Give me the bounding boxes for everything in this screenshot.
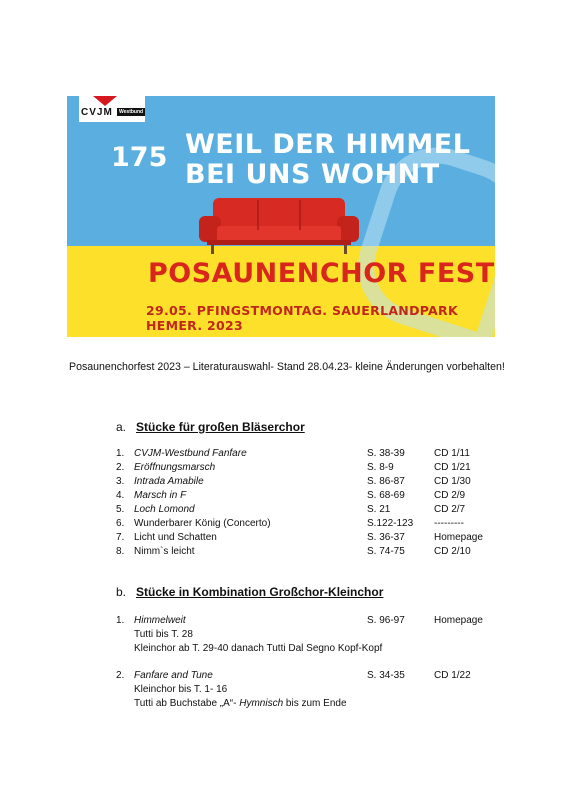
- item-title: Wunderbarer König (Concerto): [134, 518, 271, 529]
- headline-line-1: WEIL DER HIMMEL: [185, 129, 471, 160]
- intro-text: Posaunenchorfest 2023 – Literaturauswahl- Stand 28.04.23- kleine Änderungen vorbehalten!: [69, 361, 505, 373]
- item-page: S. 8-9: [367, 462, 394, 473]
- item-cd: CD 1/11: [434, 448, 470, 459]
- item-number: 1.: [116, 615, 125, 626]
- item-title: Loch Lomond: [134, 504, 195, 515]
- item-page: S. 38-39: [367, 448, 405, 459]
- item-number: 6.: [116, 518, 125, 529]
- logo-subtext: Westbund: [119, 109, 144, 115]
- list-item: [116, 670, 516, 684]
- list-item: [116, 546, 516, 560]
- list-item: [116, 615, 516, 629]
- item-number: 2.: [116, 462, 125, 473]
- item-cd: CD 1/22: [434, 670, 471, 681]
- item-note: Tutti bis T. 28: [134, 629, 193, 640]
- item-cd: CD 2/7: [434, 504, 466, 515]
- cvjm-logo: [79, 96, 145, 122]
- item-number: 3.: [116, 476, 125, 487]
- item-page: S. 68-69: [367, 490, 405, 501]
- section-b-heading: [116, 585, 383, 599]
- item-cd: CD 1/30: [434, 476, 471, 487]
- fest-title: POSAUNENCHOR FEST: [148, 258, 495, 289]
- list-item: [116, 462, 516, 476]
- fest-subtitle: 29.05. PFINGSTMONTAG. SAUERLANDPARK HEMER. 2023: [146, 303, 458, 333]
- note-text-italic: Hymnisch: [239, 698, 284, 709]
- item-cd: ---------: [434, 518, 464, 529]
- logo-text: CVJM: [81, 107, 113, 118]
- list-item: [116, 448, 516, 462]
- item-title: Licht und Schatten: [134, 532, 217, 543]
- item-title: Eröffnungsmarsch: [134, 462, 216, 473]
- item-title: Himmelweit: [134, 615, 186, 626]
- item-cd: CD 1/21: [434, 462, 471, 473]
- item-cd: Homepage: [434, 615, 483, 626]
- item-number: 8.: [116, 546, 125, 557]
- item-title: Nimm`s leicht: [134, 546, 195, 557]
- section-b-title: Stücke in Kombination Großchor-Kleinchor: [136, 585, 384, 599]
- item-title: CVJM-Westbund Fanfare: [134, 448, 247, 459]
- banner-headline: [185, 130, 485, 190]
- list-item: [116, 532, 516, 546]
- item-number: 1.: [116, 448, 125, 459]
- item-page: S. 96-97: [367, 615, 405, 626]
- item-page: S. 74-75: [367, 546, 405, 557]
- section-b-letter: b.: [116, 585, 127, 599]
- item-page: S. 86-87: [367, 476, 405, 487]
- item-cd: CD 2/9: [434, 490, 466, 501]
- item-page: S. 21: [367, 504, 391, 515]
- item-note: Kleinchor ab T. 29-40 danach Tutti Dal Segno Kopf-Kopf: [134, 643, 383, 654]
- list-item: [116, 504, 516, 518]
- item-number: 7.: [116, 532, 125, 543]
- section-a-title: Stücke für großen Bläserchor: [136, 420, 305, 434]
- red-sofa-icon: [199, 194, 359, 256]
- item-title: Marsch in F: [134, 490, 187, 501]
- section-a-heading: [116, 420, 305, 434]
- headline-line-2: BEI UNS WOHNT: [185, 159, 440, 190]
- note-text-before: Tutti ab Buchstabe „A“-: [134, 698, 240, 709]
- item-note: Kleinchor bis T. 1- 16: [134, 684, 228, 695]
- list-item: [116, 490, 516, 504]
- item-title: Intrada Amabile: [134, 476, 204, 487]
- anniversary-number: 175: [111, 142, 168, 173]
- event-banner: [67, 96, 495, 337]
- list-item: [116, 476, 516, 490]
- item-cd: CD 2/10: [434, 546, 471, 557]
- logo-triangle-icon: [93, 96, 117, 106]
- item-number: 5.: [116, 504, 125, 515]
- item-page: S.122-123: [367, 518, 414, 529]
- item-page: S. 36-37: [367, 532, 405, 543]
- list-item: [116, 518, 516, 532]
- section-a-letter: a.: [116, 420, 127, 434]
- item-page: S. 34-35: [367, 670, 405, 681]
- item-number: 4.: [116, 490, 125, 501]
- note-text-after: bis zum Ende: [283, 698, 347, 709]
- item-cd: Homepage: [434, 532, 483, 543]
- item-title: Fanfare and Tune: [134, 670, 213, 681]
- item-note: [134, 698, 347, 709]
- item-number: 2.: [116, 670, 125, 681]
